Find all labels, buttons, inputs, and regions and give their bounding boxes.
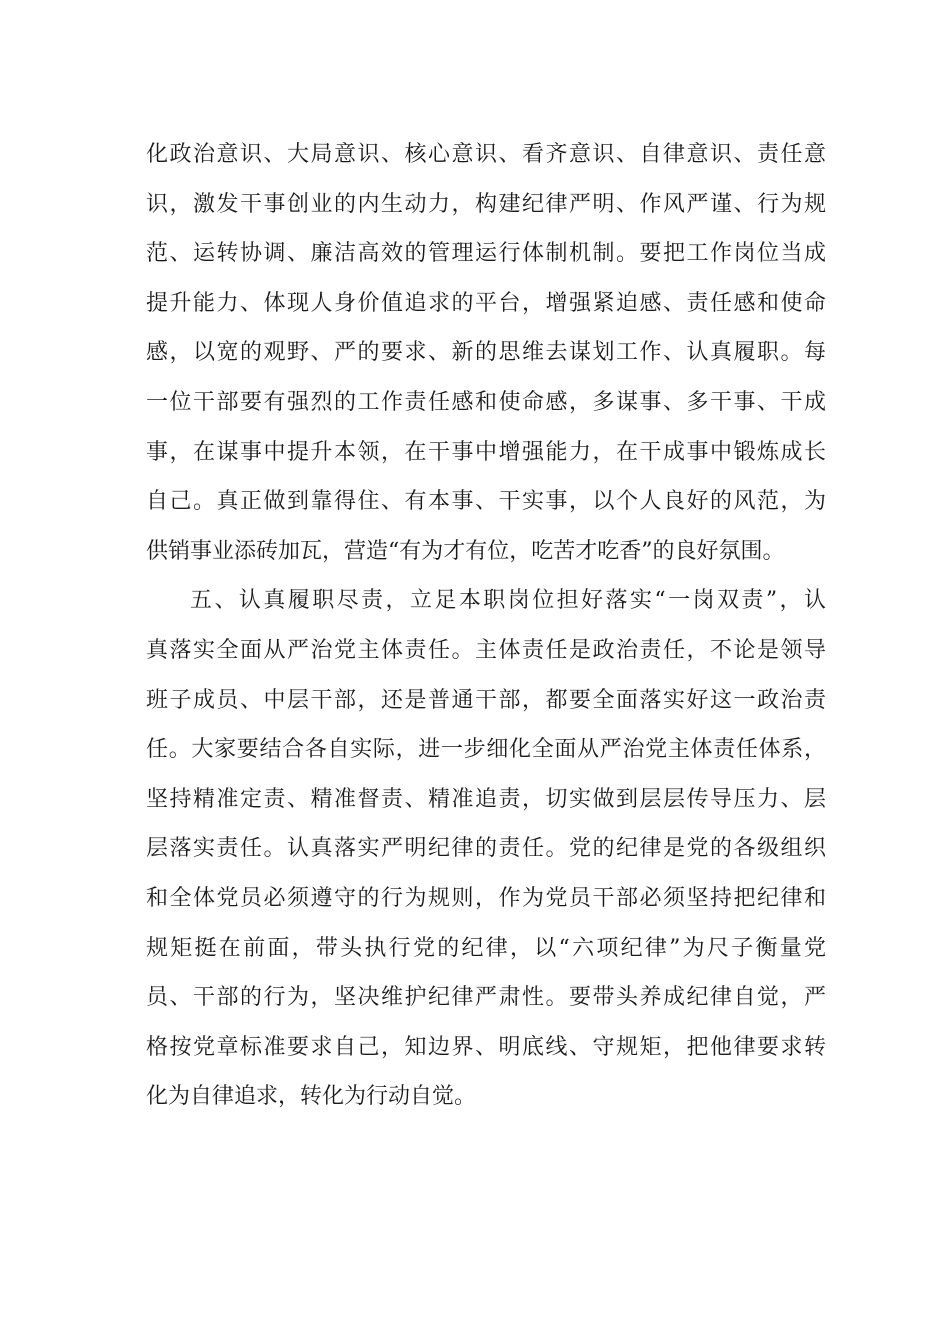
text-line: 真落实全面从严治党主体责任。主体责任是政治责任，不论是领导 — [146, 637, 826, 663]
text-line: 化政治意识、大局意识、核心意识、看齐意识、自律意识、责任意 — [146, 142, 826, 167]
text-line: 格按党章标准要求自己，知边界、明底线、守规矩，把他律要求转 — [146, 1034, 826, 1060]
text-line: 规矩挺在前面，带头执行党的纪律，以“六项纪律”为尺子衡量党 — [146, 935, 826, 961]
text-line: 感，以宽的观野、严的要求、新的思维去谋划工作、认真履职。每 — [146, 340, 826, 366]
body-text — [146, 130, 826, 1122]
text-line: 供销事业添砖加瓦，营造“有为才有位，吃苦才吃香”的良好氛围。 — [146, 538, 785, 564]
paragraph-start-line: 五、认真履职尽责，立足本职岗位担好落实“一岗双责”，认 — [190, 588, 826, 614]
text-line: 班子成员、中层干部，还是普通干部，都要全面落实好这一政治责 — [146, 687, 826, 713]
text-line: 坚持精准定责、精准督责、精准追责，切实做到层层传导压力、层 — [146, 786, 826, 812]
text-line: 自己。真正做到靠得住、有本事、干实事，以个人良好的风范，为 — [146, 489, 826, 515]
text-line: 一位干部要有强烈的工作责任感和使命感，多谋事、多干事、干成 — [146, 389, 826, 415]
text-line: 化为自律追求，转化为行动自觉。 — [146, 1084, 477, 1110]
text-line: 范、运转协调、廉洁高效的管理运行体制机制。要把工作岗位当成 — [146, 241, 826, 267]
text-line: 识，激发干事创业的内生动力，构建纪律严明、作风严谨、行为规 — [146, 191, 826, 217]
text-line: 和全体党员必须遵守的行为规则，作为党员干部必须坚持把纪律和 — [146, 885, 826, 911]
text-line: 提升能力、体现人身价值追求的平台，增强紧迫感、责任感和使命 — [146, 290, 826, 316]
text-line: 层落实责任。认真落实严明纪律的责任。党的纪律是党的各级组织 — [146, 836, 826, 862]
text-line: 员、干部的行为，坚决维护纪律严肃性。要带头养成纪律自觉，严 — [146, 985, 826, 1011]
text-line: 任。大家要结合各自实际，进一步细化全面从严治党主体责任体系， — [146, 737, 826, 763]
text-line: 事，在谋事中提升本领，在干事中增强能力，在干成事中锻炼成长 — [146, 439, 826, 465]
